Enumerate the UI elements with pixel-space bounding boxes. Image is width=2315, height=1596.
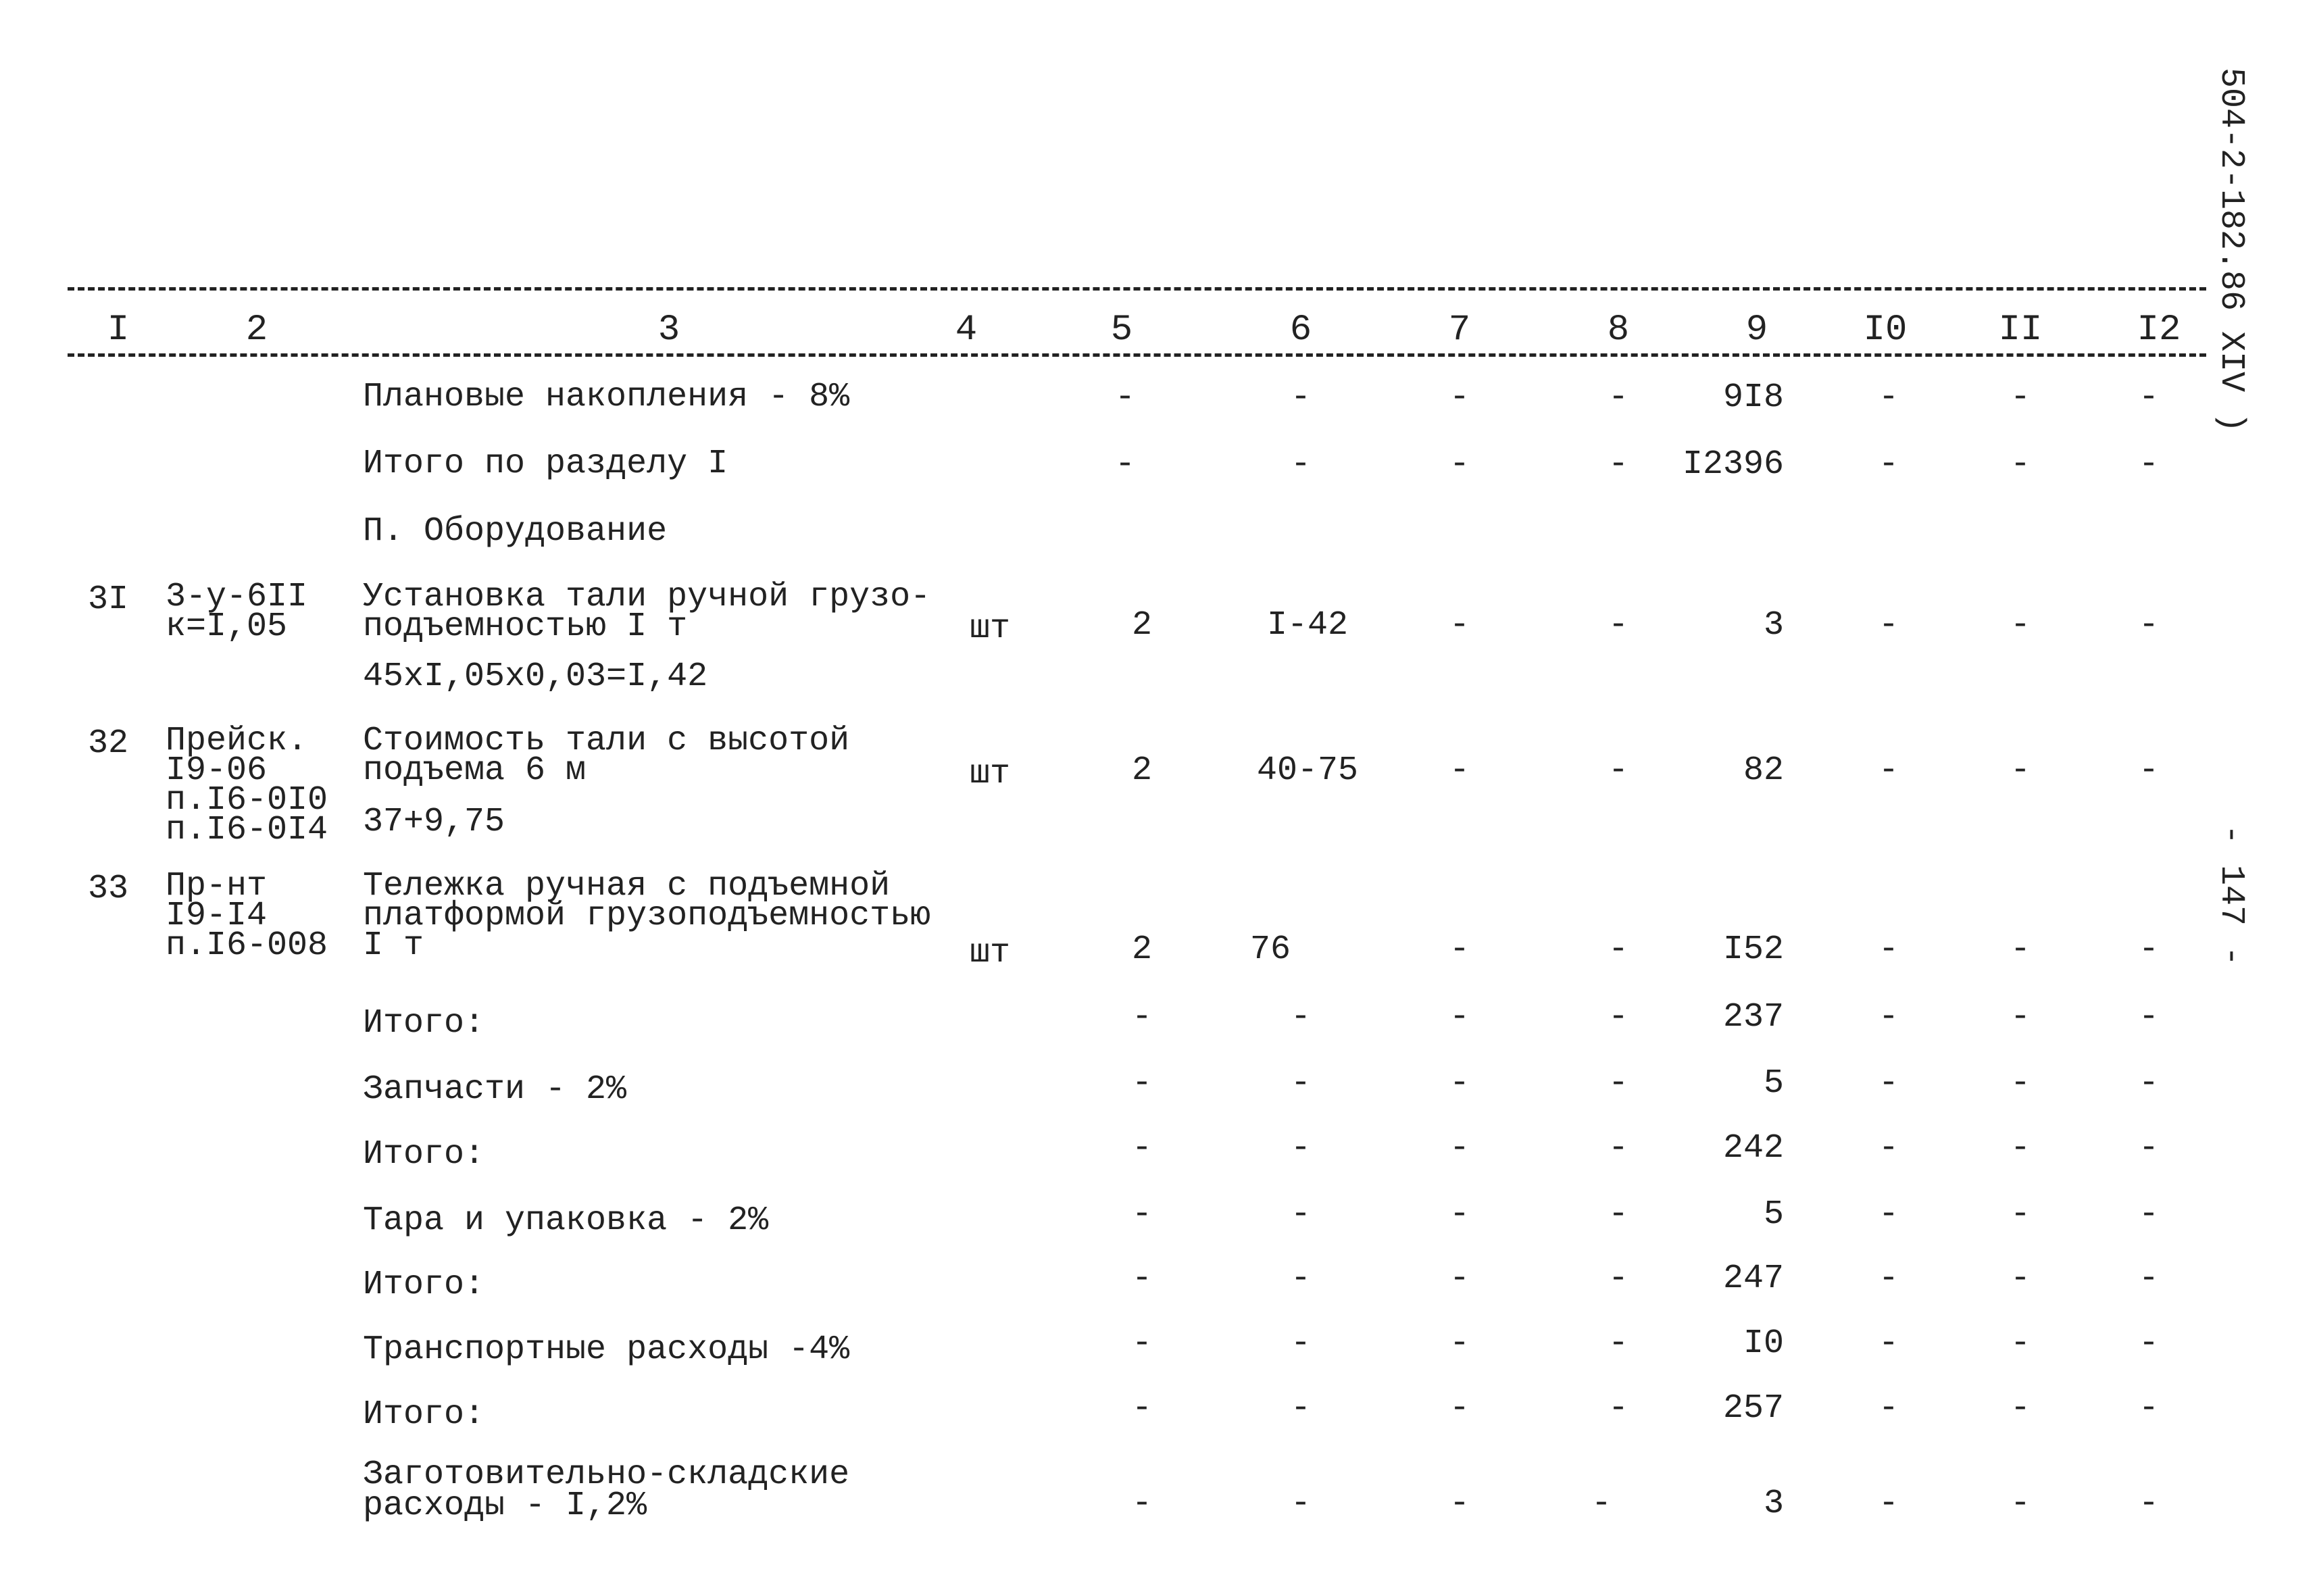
row-description: Стоимость тали с высотой подъема 6 м xyxy=(363,722,850,790)
col-header-11: II xyxy=(1998,309,2043,351)
cell-c5: 2 xyxy=(1131,606,1153,645)
table-top-rule xyxy=(68,287,2206,291)
row-description: Итого: xyxy=(363,1135,485,1174)
cell-c11: - xyxy=(2010,378,2031,417)
cell-c7: - xyxy=(1449,378,1470,417)
cell-c6: - xyxy=(1290,1195,1312,1234)
cell-c5: - xyxy=(1131,1260,1153,1298)
cell-c10: - xyxy=(1878,1195,1899,1234)
cell-c12: - xyxy=(2138,930,2160,969)
cell-c9: I0 xyxy=(1743,1324,1784,1363)
cell-c11: - xyxy=(2010,1195,2031,1234)
cell-c10: - xyxy=(1878,378,1899,417)
cell-c7: - xyxy=(1449,445,1470,484)
cell-c8: - xyxy=(1608,1195,1629,1234)
cell-c5: - xyxy=(1131,1389,1153,1428)
cell-c11: - xyxy=(2010,1064,2031,1103)
cell-c7: - xyxy=(1449,1389,1470,1428)
cell-c7: - xyxy=(1449,1324,1470,1363)
cell-c8: - xyxy=(1608,1324,1629,1363)
cell-c11: - xyxy=(2010,1485,2031,1523)
cell-unit: шт xyxy=(969,609,1011,648)
cell-c11: - xyxy=(2010,930,2031,969)
cell-c6: - xyxy=(1290,378,1312,417)
cell-c9: 5 xyxy=(1763,1195,1784,1234)
cell-c12: - xyxy=(2138,1195,2160,1234)
cell-c10: - xyxy=(1878,930,1899,969)
cell-c8: - xyxy=(1608,445,1629,484)
cell-c5: - xyxy=(1114,378,1136,417)
cell-ref: Прейск. I9-06 п.I6-0I0 п.I6-0I4 xyxy=(166,722,328,849)
row-description: Запчасти - 2% xyxy=(363,1070,627,1109)
cell-c9: 3 xyxy=(1763,606,1784,645)
cell-c5: - xyxy=(1131,1195,1153,1234)
cell-c11: - xyxy=(2010,445,2031,484)
cell-c12: - xyxy=(2138,751,2160,790)
row-calculation: 45хI,05х0,03=I,42 xyxy=(363,657,708,696)
row-description: Установка тали ручной грузо- подъемностью I т xyxy=(363,578,931,646)
cell-c8: - xyxy=(1608,378,1629,417)
row-description: Тара и упаковка - 2% xyxy=(363,1201,769,1240)
cell-c12: - xyxy=(2138,606,2160,645)
cell-c10: - xyxy=(1878,998,1899,1037)
cell-c6: - xyxy=(1290,1485,1312,1523)
cell-c12: - xyxy=(2138,445,2160,484)
cell-unit: шт xyxy=(969,755,1011,793)
cell-c6: 40-75 xyxy=(1256,751,1359,790)
cell-c9: 9I8 xyxy=(1722,378,1784,417)
cell-c5: - xyxy=(1131,1064,1153,1103)
cell-c9: 247 xyxy=(1722,1260,1784,1298)
cell-c7: - xyxy=(1449,930,1470,969)
cell-c9: 242 xyxy=(1722,1129,1784,1168)
cell-c7: - xyxy=(1449,606,1470,645)
cell-c11: - xyxy=(2010,1129,2031,1168)
cell-c5: - xyxy=(1131,1324,1153,1363)
side-stamp: 504-2-182.86 XIV ) xyxy=(2212,68,2250,433)
cell-c9: I2396 xyxy=(1682,445,1784,484)
col-header-9: 9 xyxy=(1745,309,1768,351)
row-description: Итого по разделу I xyxy=(363,445,728,483)
cell-ref: 3-у-6II к=I,05 xyxy=(166,578,308,646)
cell-c5: - xyxy=(1131,1485,1153,1523)
cell-c7: - xyxy=(1449,1195,1470,1234)
cell-c11: - xyxy=(2010,998,2031,1037)
cell-c10: - xyxy=(1878,1260,1899,1298)
col-header-12: I2 xyxy=(2137,309,2181,351)
cell-c5: 2 xyxy=(1131,930,1153,969)
cell-c7: - xyxy=(1449,1129,1470,1168)
section-heading: П. Оборудование xyxy=(363,512,668,551)
cell-c6: - xyxy=(1290,1064,1312,1103)
cell-c10: - xyxy=(1878,1485,1899,1523)
cell-c11: - xyxy=(2010,1260,2031,1298)
cell-c7: - xyxy=(1449,998,1470,1037)
cell-c5: - xyxy=(1131,1129,1153,1168)
col-header-10: I0 xyxy=(1863,309,1908,351)
row-description: Итого: xyxy=(363,1266,485,1304)
col-header-5: 5 xyxy=(1110,309,1133,351)
cell-c8: - xyxy=(1608,751,1629,790)
row-description: Транспортные расходы -4% xyxy=(363,1330,850,1369)
cell-c9: 3 xyxy=(1763,1485,1784,1523)
cell-c12: - xyxy=(2138,998,2160,1037)
cell-c10: - xyxy=(1878,1129,1899,1168)
cell-c6: - xyxy=(1290,1389,1312,1428)
cell-no: 3I xyxy=(88,580,129,619)
cell-c8: - xyxy=(1608,1389,1629,1428)
cell-c8: - xyxy=(1608,1260,1629,1298)
cell-c9: 82 xyxy=(1743,751,1784,790)
cell-c10: - xyxy=(1878,1389,1899,1428)
cell-c6: I-42 xyxy=(1266,606,1349,645)
header-bottom-rule xyxy=(68,353,2206,357)
cell-c8: - xyxy=(1608,606,1629,645)
row-description: Заготовительно-складские расходы - I,2% xyxy=(363,1455,850,1525)
cell-c5: 2 xyxy=(1131,751,1153,790)
cell-c6: - xyxy=(1290,1129,1312,1168)
cell-c6: - xyxy=(1290,1260,1312,1298)
cell-c7: - xyxy=(1449,751,1470,790)
cell-unit: шт xyxy=(969,934,1011,972)
cell-c12: - xyxy=(2138,1324,2160,1363)
cell-c12: - xyxy=(2138,1129,2160,1168)
cell-c12: - xyxy=(2138,1485,2160,1523)
row-description: Итого: xyxy=(363,1004,485,1043)
row-calculation: 37+9,75 xyxy=(363,803,505,841)
cell-c8: - xyxy=(1608,998,1629,1037)
cell-c9: I52 xyxy=(1722,930,1784,969)
cell-c11: - xyxy=(2010,1324,2031,1363)
cell-c8: - xyxy=(1608,1064,1629,1103)
cell-c9: 237 xyxy=(1722,998,1784,1037)
cell-c11: - xyxy=(2010,1389,2031,1428)
cell-c7: - xyxy=(1449,1260,1470,1298)
col-header-7: 7 xyxy=(1448,309,1471,351)
col-header-6: 6 xyxy=(1289,309,1312,351)
cell-c6: - xyxy=(1290,1324,1312,1363)
cell-c12: - xyxy=(2138,1064,2160,1103)
cell-c9: 5 xyxy=(1763,1064,1784,1103)
cell-c12: - xyxy=(2138,378,2160,417)
col-header-3: 3 xyxy=(657,309,680,351)
cell-c9: 257 xyxy=(1722,1389,1784,1428)
row-description: Плановые накопления - 8% xyxy=(363,378,850,416)
cell-c5: - xyxy=(1131,998,1153,1037)
cell-c8: - xyxy=(1608,930,1629,969)
cell-c12: - xyxy=(2138,1260,2160,1298)
cell-c6: - xyxy=(1290,445,1312,484)
cell-ref: Пр-нт I9-I4 п.I6-008 xyxy=(166,867,328,965)
col-header-8: 8 xyxy=(1607,309,1630,351)
col-header-1: I xyxy=(107,309,130,351)
row-description: Итого: xyxy=(363,1395,485,1434)
row-description: Тележка ручная с подъемной платформой грузоподъемностью I т xyxy=(363,867,931,965)
page-number: - 147 - xyxy=(2212,824,2250,967)
cell-c10: - xyxy=(1878,606,1899,645)
cell-c10: - xyxy=(1878,1064,1899,1103)
col-header-4: 4 xyxy=(955,309,978,351)
cell-c7: - xyxy=(1449,1485,1470,1523)
cell-c5: - xyxy=(1114,445,1136,484)
cell-c10: - xyxy=(1878,1324,1899,1363)
col-header-2: 2 xyxy=(245,309,268,351)
cell-c10: - xyxy=(1878,445,1899,484)
cell-c8: - xyxy=(1591,1485,1612,1523)
cell-no: 33 xyxy=(88,870,129,908)
cell-c6: 76 xyxy=(1250,930,1291,969)
cell-c8: - xyxy=(1608,1129,1629,1168)
cell-c6: - xyxy=(1290,998,1312,1037)
cell-c11: - xyxy=(2010,751,2031,790)
cell-no: 32 xyxy=(88,724,129,763)
cell-c10: - xyxy=(1878,751,1899,790)
cell-c11: - xyxy=(2010,606,2031,645)
cell-c7: - xyxy=(1449,1064,1470,1103)
cell-c12: - xyxy=(2138,1389,2160,1428)
